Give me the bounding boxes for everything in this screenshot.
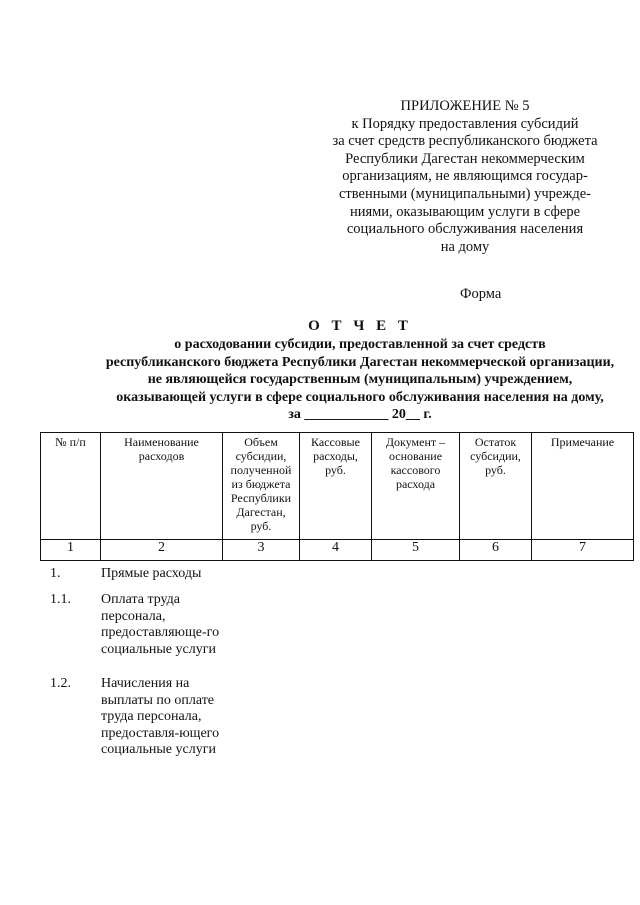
row-number: 1.2. <box>50 676 71 691</box>
column-header: Кассовые расходы, руб. <box>300 433 372 540</box>
report-table <box>40 432 634 561</box>
column-header: Документ – основание кассового расхода <box>372 433 460 540</box>
report-subtitle-line: о расходовании субсидии, предоставленной за счет средств <box>174 337 546 352</box>
row-text: Прямые расходы <box>101 566 202 581</box>
table-number-row <box>41 540 634 561</box>
report-period-line: за ____________ 20__ г. <box>288 407 432 422</box>
column-number: 6 <box>460 540 532 561</box>
table-header-row <box>41 433 634 540</box>
column-number: 7 <box>532 540 634 561</box>
report-subtitle-line: оказывающей услуги в сфере социального обслуживания населения на дому, <box>116 389 604 405</box>
expense-row <box>40 676 226 759</box>
row-text: Оплата труда персонала, предоставляюще-го социальные услуги <box>101 592 220 657</box>
appendix-line: Республики Дагестан некоммерческим <box>345 150 585 167</box>
appendix-line: ниями, оказывающим услуги в сфере <box>349 203 581 220</box>
appendix-line: к Порядку предоставления субсидий <box>351 115 579 132</box>
appendix-header <box>300 98 630 256</box>
expense-row <box>40 566 226 583</box>
column-header: Примечание <box>532 433 634 540</box>
column-header: Остаток субсидии, руб. <box>460 433 532 540</box>
report-subtitle-line: республиканского бюджета Республики Дагестан некоммерческой организации, <box>105 354 615 370</box>
column-number: 5 <box>372 540 460 561</box>
appendix-line: на дому <box>440 238 490 255</box>
appendix-line: организациям, не являющимся государ- <box>342 168 588 185</box>
appendix-line: за счет средств республиканского бюджета <box>332 133 598 150</box>
form-label: Форма <box>460 286 502 302</box>
report-subtitle-line: не являющейся государственным (муниципальным) учреждением, <box>147 372 573 387</box>
row-number: 1. <box>50 566 61 581</box>
expense-row <box>40 592 226 658</box>
column-number: 4 <box>300 540 372 561</box>
appendix-line: ПРИЛОЖЕНИЕ № 5 <box>400 98 530 114</box>
column-header: Объем субсидии, полученной из бюджета Республики Дагестан, руб. <box>223 433 300 540</box>
report-subtitle <box>60 336 640 424</box>
row-number: 1.1. <box>50 592 71 607</box>
appendix-line: социального обслуживания населения <box>346 221 584 238</box>
column-number: 1 <box>41 540 101 561</box>
column-number: 3 <box>223 540 300 561</box>
row-text: Начисления на выплаты по оплате труда персонала, предоставля-ющего социальные услуги <box>101 676 220 757</box>
column-number: 2 <box>101 540 223 561</box>
report-title: О Т Ч Е Т <box>308 318 412 334</box>
appendix-line: ственными (муниципальными) учрежде- <box>338 185 592 202</box>
column-header: № п/п <box>41 433 101 540</box>
column-header: Наименование расходов <box>101 433 223 540</box>
